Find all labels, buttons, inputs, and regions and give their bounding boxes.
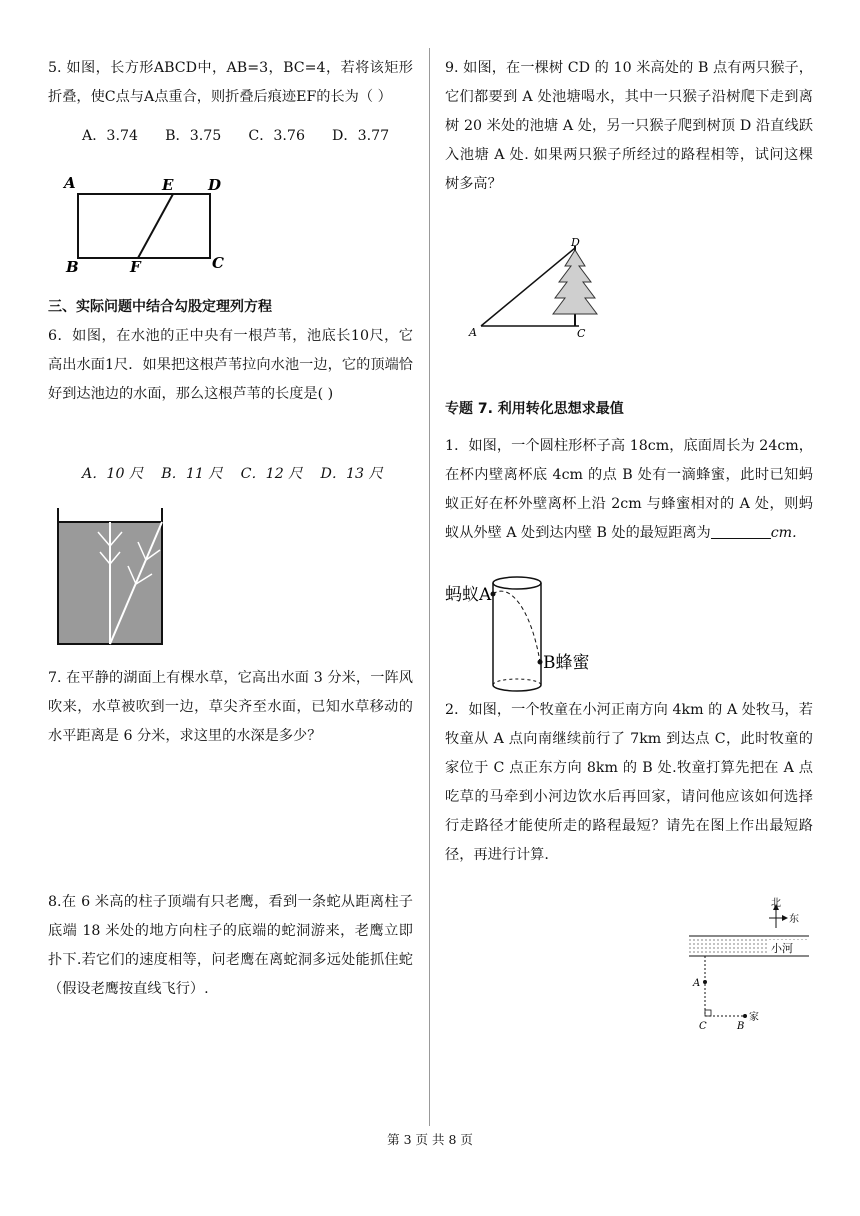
question-5-figure (58, 168, 258, 278)
label-b: B (737, 1021, 745, 1032)
answer-blank[interactable] (711, 524, 771, 539)
label-e: E (162, 176, 174, 194)
label-c: C (212, 254, 224, 272)
label-east: 东 (789, 914, 799, 925)
section-3-heading: 三、实际问题中结合勾股定理列方程 (48, 299, 272, 315)
label-a: A (469, 326, 477, 339)
topic-7-river-map-figure (685, 896, 811, 1040)
question-9-text: 9. 如图，在一棵树 CD 的 10 米高处的 B 点有两只猴子，它们都要到 A 处池塘喝水，其中一只猴子沿树爬下走到离树 20 米处的池塘 A 处，另一只猴子爬到树顶 D 沿直线跃入池塘 A 处. 如果两只猴子所经过的路程相等，试问这棵树多高？ (445, 60, 813, 192)
label-honey-b: B蜂蜜 (543, 653, 590, 673)
label-ant-a: 蚂蚁A (445, 585, 492, 605)
question-text-before: 1．如图，一个圆柱形杯子高 18cm，底面周长为 24cm，在杯内壁离杯底 4cm 的点 B 处有一滴蜂蜜，此时已知蚂蚁正好在杯外壁离杯上沿 2cm 与蜂蜜相对的 A 处，则蚂蚁从外壁 A 处到达内壁 B 处的最短距离为 (445, 438, 813, 541)
label-river: 小河 (771, 942, 793, 955)
label-north: 北 (771, 898, 781, 909)
question-9-tree-figure (465, 236, 635, 342)
question-5-options: A．3.74 B．3.75 C．3.76 D．3.77 (82, 128, 390, 144)
label-home: 家 (749, 1012, 759, 1023)
column-divider (429, 48, 430, 1126)
question-6-text: 6．如图，在水池的正中央有一根芦苇，池底长10尺，它高出水面1尺．如果把这根芦苇拉向水池一边，它的顶端恰好到达池边的水面，那么这根芦苇的长度是( ) (48, 328, 413, 402)
label-b: B (66, 258, 79, 276)
label-c: C (577, 327, 586, 340)
answer-unit: cm. (770, 525, 797, 541)
question-7-text: 7. 在平静的湖面上有棵水草，它高出水面 3 分米，一阵风吹来，水草被吹到一边，草尖齐至水面，已知水草移动的水平距离是 6 分米，求这里的水深是多少？ (48, 670, 413, 744)
label-c: C (699, 1021, 707, 1032)
topic-7-cylinder-figure (445, 572, 615, 698)
label-d: D (571, 236, 580, 249)
label-f: F (130, 258, 141, 276)
question-5-text: 5. 如图，长方形ABCD中，AB=3，BC=4，若将该矩形折叠，使C点与A点重合，则折叠后痕迹EF的长为（ ） (48, 60, 413, 105)
label-a: A (693, 978, 701, 989)
topic-7-heading: 专题 7. 利用转化思想求最值 (445, 401, 624, 417)
label-d: D (208, 176, 222, 194)
topic-7-question-2-text: 2．如图，一个牧童在小河正南方向 4km 的 A 处牧马，若牧童从 A 点向南继续前行了 7km 到达点 C，此时牧童的家位于 C 点正东方向 8km 的 B 处.牧童打算先把在 A 点吃草的马牵到小河边饮水后再回家，请问他应该如何选择行走路径才能使所走的路程最短？请先在图上作出最短路径，再进行计算. (445, 702, 813, 863)
topic-7-question-1-text (445, 432, 813, 548)
question-6-pool-figure (56, 506, 166, 648)
page-footer: 第 3 页 共 8 页 (387, 1132, 473, 1147)
question-8-text: 8.在 6 米高的柱子顶端有只老鹰，看到一条蛇从距离柱子底端 18 米处的地方向柱子的底端的蛇洞游来，老鹰立即扑下.若它们的速度相等，问老鹰在离蛇洞多远处能抓住蛇（假设老鹰按直线飞行）. (48, 894, 413, 997)
label-a: A (64, 174, 76, 192)
question-6-options: A．10 尺 B．11 尺 C．12 尺 D．13 尺 (82, 466, 383, 482)
